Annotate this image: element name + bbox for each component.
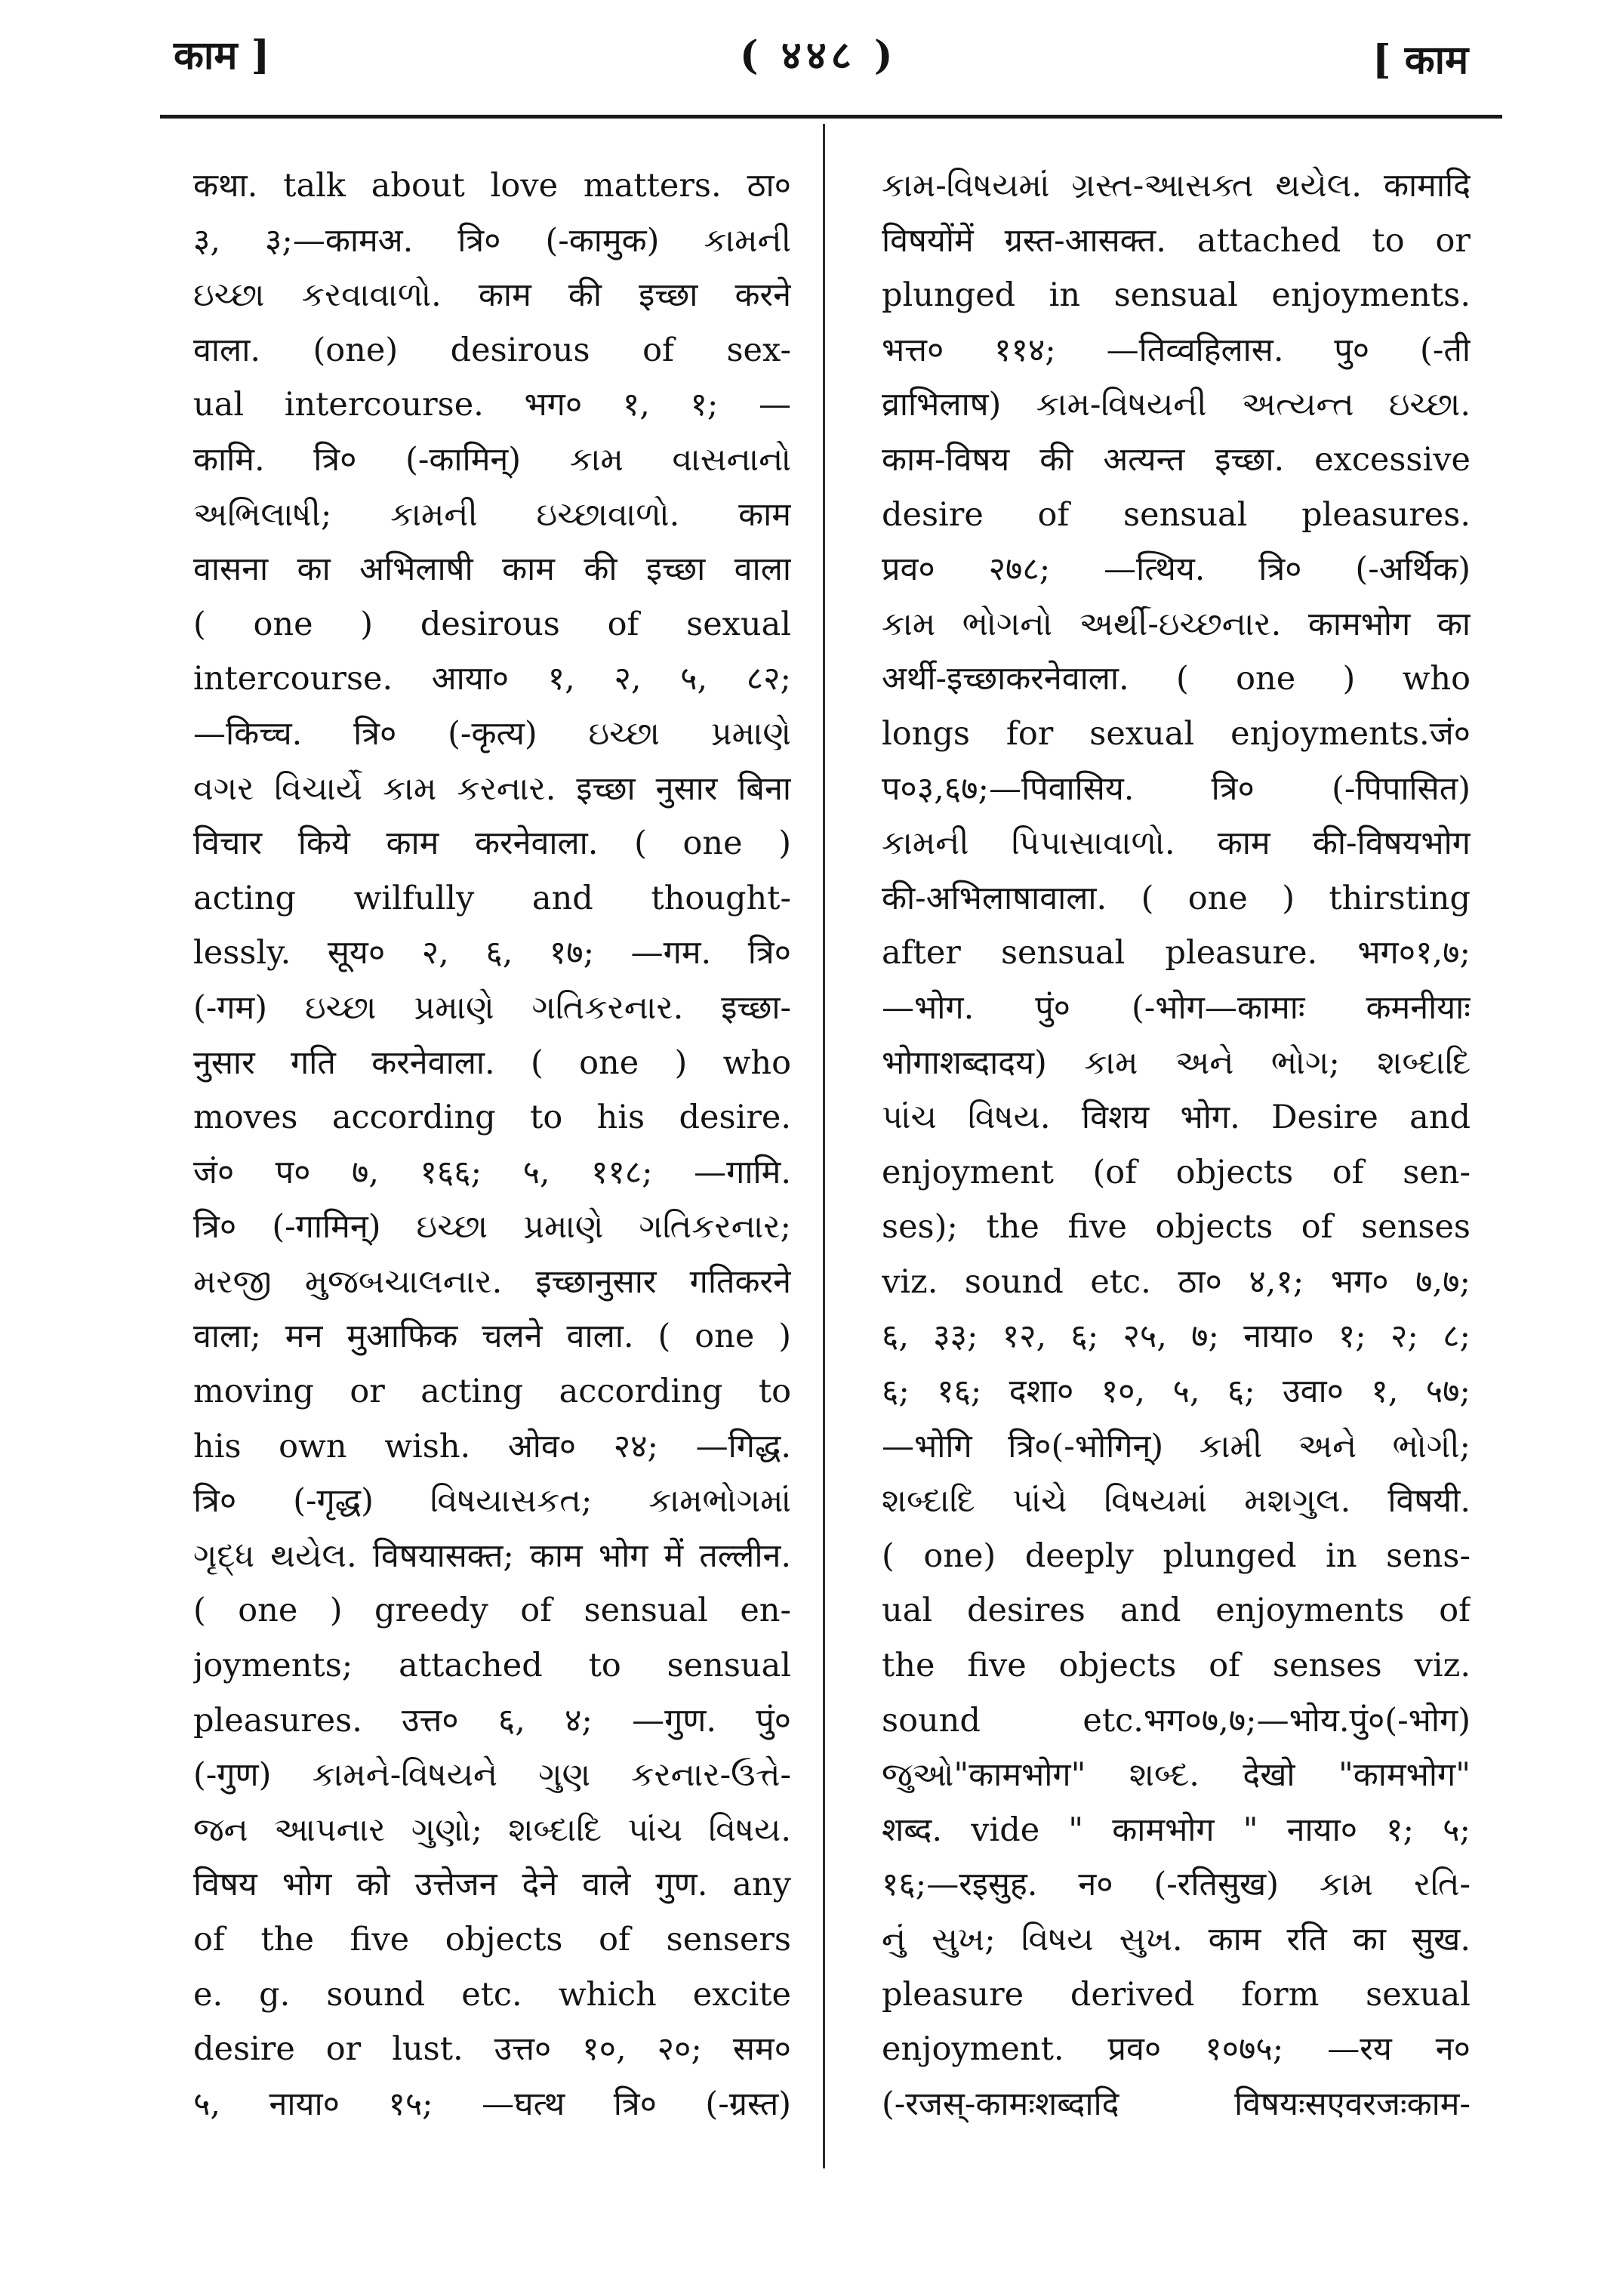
text-line: enjoyment (of objects of sen-	[882, 1153, 1471, 1191]
text-line: —भोगि त्रि०(-भोगिन्) કામી અને ભોગી;	[882, 1427, 1471, 1465]
text-line: pleasure derived form sexual	[882, 1975, 1471, 2014]
left-column	[193, 159, 791, 2182]
text-line: જન આપનાર ગુણો; શબ્દાદિ પાંચ વિષય.	[193, 1811, 791, 1849]
text-line: शब्द. vide " कामभोग " नाया० १; ५;	[882, 1811, 1471, 1849]
text-line: —किच्च. त्रि० (-कृत्य) ઇચ્છા પ્રમાણે	[193, 714, 791, 753]
text-line: મરજી મુજબચાલનાર. इच्छानुसार गतिकरने	[193, 1262, 791, 1301]
text-line: ( one ) desirous of sexual	[193, 605, 791, 643]
text-line: व्राभिलाष) કામ-વિષયની અત્યન્ત ઇચ્છા.	[882, 386, 1471, 424]
text-line: ६, ३३; १२, ६; २५, ७; नाया० १; २; ८;	[882, 1318, 1471, 1356]
text-line: विषयोंमें ग्रस्त-आसक्त. attached to or	[882, 221, 1471, 260]
text-line: desire or lust. उत्त० १०, २०; सम०	[193, 2030, 791, 2069]
text-line: desire of sensual pleasures.	[882, 495, 1471, 534]
text-line: ual intercourse. भग० १, १; —	[193, 386, 791, 424]
text-line: वाला; मन मुआफिक चलने वाला. ( one )	[193, 1318, 791, 1356]
header-rule	[160, 115, 1502, 119]
text-line: acting wilfully and thought-	[193, 879, 791, 917]
text-line: શબ્દાદિ પાંચે વિષયમાં મશગુલ. विषयी.	[882, 1482, 1471, 1521]
text-line: ( one ) greedy of sensual en-	[193, 1592, 791, 1630]
text-line: अर्थी-इच्छाकरनेवाला. ( one ) who	[882, 660, 1471, 698]
text-line: कथा. talk about love matters. ठा०	[193, 167, 791, 205]
text-line: પાંચ વિષય. विशय भोग. Desire and	[882, 1099, 1471, 1137]
text-line: —भोग. पुं० (-भोग—कामाः कमनीयाः	[882, 988, 1471, 1027]
text-line: विचार किये काम करनेवाला. ( one )	[193, 824, 791, 863]
text-line: प्रव० २७८; —त्थिय. त्रि० (-अर्थिक)	[882, 550, 1471, 589]
text-line: longs for sexual enjoyments.जं०	[882, 714, 1471, 753]
text-line: काम-विषय की अत्यन्त इच्छा. excessive	[882, 440, 1471, 479]
text-line: की-अभिलाषावाला. ( one ) thirsting	[882, 879, 1471, 917]
text-line: (-गुण) કામને-વિષયને ગુણ કરનાર-ઉત્તે-	[193, 1756, 791, 1795]
text-line: नुसार गति करनेवाला. ( one ) who	[193, 1043, 791, 1082]
text-line: वासना का अभिलाषी काम की इच्छा वाला	[193, 550, 791, 589]
text-line: ( one) deeply plunged in sens-	[882, 1536, 1471, 1575]
text-line: his own wish. ओव० २४; —गिद्ध.	[193, 1427, 791, 1465]
text-line: ५, नाया० १५; —घत्थ त्रि० (-ग्रस्त)	[193, 2085, 791, 2123]
page-number: ( ४४८ )	[740, 32, 898, 79]
right-column	[882, 159, 1471, 2182]
text-line: કામની પિપાસાવાળો. काम की-विषयभोग	[882, 824, 1471, 863]
text-line: (-रजस्-कामःशब्दादि विषयःसएवरजःकाम-	[882, 2085, 1471, 2123]
text-line: वाला. (one) desirous of sex-	[193, 331, 791, 369]
text-line: અભિલાષી; કામની ઇચ્છાવાળો. काम	[193, 495, 791, 534]
text-line: ses); the five objects of senses	[882, 1208, 1471, 1247]
text-line: વગર વિચાર્યે કામ કરનાર. इच्छा नुसार बिना	[193, 769, 791, 808]
text-line: ઇચ્છા કરવાવાળો. काम की इच्छा करने	[193, 276, 791, 315]
text-line: १६;—रइसुह. न० (-रतिसुख) કામ રતિ-	[882, 1866, 1471, 1904]
text-line: નું સુખ; વિષય સુખ. काम रति का सुख.	[882, 1921, 1471, 1959]
text-line: after sensual pleasure. भग०१,७;	[882, 934, 1471, 972]
text-line: intercourse. आया० १, २, ५, ८२;	[193, 660, 791, 698]
header-right-guideword: [ काम	[1372, 37, 1469, 83]
text-line: त्रि० (-गृद्ध) વિષયાસકત; કામભોગમાં	[193, 1482, 791, 1521]
text-line: कामि. त्रि० (-कामिन्) કામ વાસનાનો	[193, 440, 791, 479]
text-line: विषय भोग को उत्तेजन देने वाले गुण. any	[193, 1866, 791, 1904]
page-header	[0, 0, 1623, 91]
text-line: ६; १६; दशा० १०, ५, ६; उवा० १, ५७;	[882, 1373, 1471, 1411]
text-line: भोगाशब्दादय) કામ અને ભોગ; શબ્દાદિ	[882, 1043, 1471, 1082]
text-line: viz. sound etc. ठा० ४,१; भग० ७,७;	[882, 1262, 1471, 1301]
column-divider	[823, 124, 825, 2168]
text-line: (-गम) ઇચ્છા પ્રમાણે ગતિકરનાર. इच्छा-	[193, 988, 791, 1027]
text-line: lessly. सूय० २, ६, १७; —गम. त्रि०	[193, 934, 791, 972]
text-line: moving or acting according to	[193, 1373, 791, 1411]
text-line: sound etc.भग०७,७;—भोय.पुं०(-भोग)	[882, 1701, 1471, 1740]
text-line: e. g. sound etc. which excite	[193, 1975, 791, 2014]
text-line: enjoyment. प्रव० १०७५; —रय न०	[882, 2030, 1471, 2069]
text-line: the five objects of senses viz.	[882, 1647, 1471, 1685]
text-line: joyments; attached to sensual	[193, 1647, 791, 1685]
text-line: प०३,६७;—पिवासिय. त्रि० (-पिपासित)	[882, 769, 1471, 808]
text-line: moves according to his desire.	[193, 1099, 791, 1137]
text-line: भत्त० ११४; —तिव्वहिलास. पु० (-ती	[882, 331, 1471, 369]
text-line: કામ ભોગનો અર્થી-ઇચ્છનાર. कामभोग का	[882, 605, 1471, 643]
text-line: जं० प० ७, १६६; ५, ११८; —गामि.	[193, 1153, 791, 1191]
text-line: ३, ३;—कामअ. त्रि० (-कामुक) કામની	[193, 221, 791, 260]
text-line: કામ-વિષયમાં ગ્રસ્ત-આસક્ત થયેલ. कामादि	[882, 167, 1471, 205]
text-line: ual desires and enjoyments of	[882, 1592, 1471, 1630]
text-line: त्रि० (-गामिन्) ઇચ્છા પ્રમાણે ગતિકરનાર;	[193, 1208, 791, 1247]
text-line: of the five objects of sensers	[193, 1921, 791, 1959]
text-line: જુઓ"कामभोग" શબ્દ. देखो "कामभोग"	[882, 1756, 1471, 1795]
text-line: plunged in sensual enjoyments.	[882, 276, 1471, 315]
text-line: pleasures. उत्त० ६, ४; —गुण. पुं०	[193, 1701, 791, 1740]
text-line: ગૃદ્ધ થયેલ. विषयासक्त; काम भोग में तल्लीन.	[193, 1536, 791, 1575]
header-left-guideword: काम ]	[174, 32, 270, 79]
